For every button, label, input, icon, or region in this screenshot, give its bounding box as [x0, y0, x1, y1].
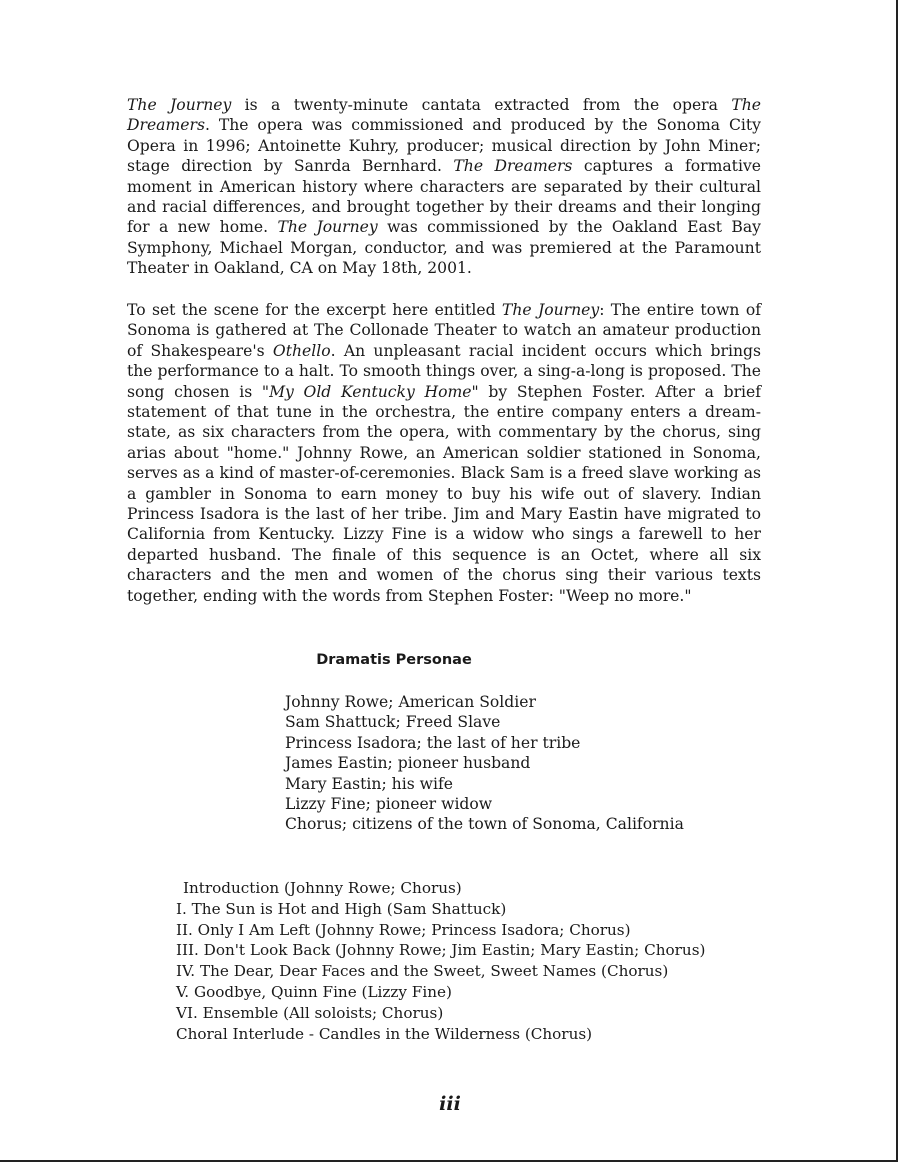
cast-item: James Eastin; pioneer husband — [285, 754, 531, 773]
title-dreamers: The Dreamers — [453, 157, 573, 176]
dramatis-personae-heading: Dramatis Personae — [316, 652, 472, 668]
song-title: "My Old Kentucky Home" — [261, 382, 479, 401]
page-number: iii — [439, 1093, 461, 1115]
contents-item: II. Only I Am Left (Johnny Rowe; Princess Isadora; Chorus) — [176, 920, 631, 939]
cast-item: Sam Shattuck; Freed Slave — [285, 713, 501, 732]
paragraph-text: is a twenty-minute cantata extracted from the opera — [231, 96, 732, 114]
contents-list — [176, 878, 705, 1044]
cast-item: Johnny Rowe; American Soldier — [285, 693, 536, 711]
scene-paragraph — [127, 300, 761, 606]
paragraph-text: . The opera was commissioned and produced by the Sonoma City Opera in 1996; Antoinette Kuhry, producer; musical direction by John Miner; stage direction by Sanrda Bernhard. — [127, 116, 761, 176]
title-journey: The Journey — [127, 96, 232, 114]
paragraph-text: To set the scene for the excerpt here entitled — [127, 301, 502, 319]
paragraph-text: by Stephen Foster. After a brief statement of that tune in the orchestra, the entire company enters a dream-state, as six characters from the opera, with commentary by the chorus, sing arias about "home." Johnny Rowe, an American soldier stationed in Sonoma, serves as a kind of master-of-ceremonies. Black Sam is a freed slave working as a gambler in Sonoma to earn money to buy his wife out of slavery. Indian Princess Isadora is the last of her tribe. Jim and Mary Eastin have migrated to California from Kentucky. Lizzy Fine is a widow who sings a farewell to her departed husband. The finale of this sequence is an Octet, where all six characters and the men and women of the chorus sing their various texts together, ending with the words from Stephen Foster: "Weep no more." — [127, 382, 762, 605]
cast-item: Chorus; citizens of the town of Sonoma, California — [285, 815, 684, 834]
contents-item: V. Goodbye, Quinn Fine (Lizzy Fine) — [176, 982, 452, 1001]
contents-item: IV. The Dear, Dear Faces and the Sweet, Sweet Names (Chorus) — [176, 962, 669, 981]
contents-item: III. Don't Look Back (Johnny Rowe; Jim Eastin; Mary Eastin; Chorus) — [176, 941, 706, 960]
paragraph-text: : The entire town of Sonoma is gathered at The Collonade Theater to watch an amateur production of Shakespeare's — [127, 301, 761, 360]
cast-list — [285, 692, 684, 835]
paragraph-text: was commissioned by the Oakland East Bay Symphony, Michael Morgan, conductor, and was premiered at the Paramount Theater in Oakland, CA on May 18th, 2001. — [127, 218, 761, 278]
title-journey: The Journey — [501, 301, 600, 319]
paragraph-text: captures a formative moment in American history where characters are separated by their cultural and racial differences, and brought together by their dreams and their longing for a new home. — [127, 157, 761, 237]
contents-item: I. The Sun is Hot and High (Sam Shattuck) — [176, 899, 507, 918]
title-dreamers: The Dreamers — [127, 96, 761, 135]
title-othello: Othello — [272, 341, 331, 360]
cast-item: Mary Eastin; his wife — [285, 774, 453, 793]
cast-item: Lizzy Fine; pioneer widow — [285, 795, 493, 814]
title-journey: The Journey — [277, 218, 378, 237]
paragraph-text: . An unpleasant racial incident occurs which brings the performance to a halt. To smooth things over, a sing-a-long is proposed. The song chosen is — [127, 341, 761, 401]
cast-item: Princess Isadora; the last of her tribe — [285, 733, 581, 752]
contents-item: VI. Ensemble (All soloists; Chorus) — [176, 1003, 444, 1022]
contents-item: Introduction (Johnny Rowe; Chorus) — [183, 879, 462, 897]
contents-item: Choral Interlude - Candles in the Wilderness (Chorus) — [176, 1024, 593, 1043]
intro-paragraph — [127, 95, 761, 279]
